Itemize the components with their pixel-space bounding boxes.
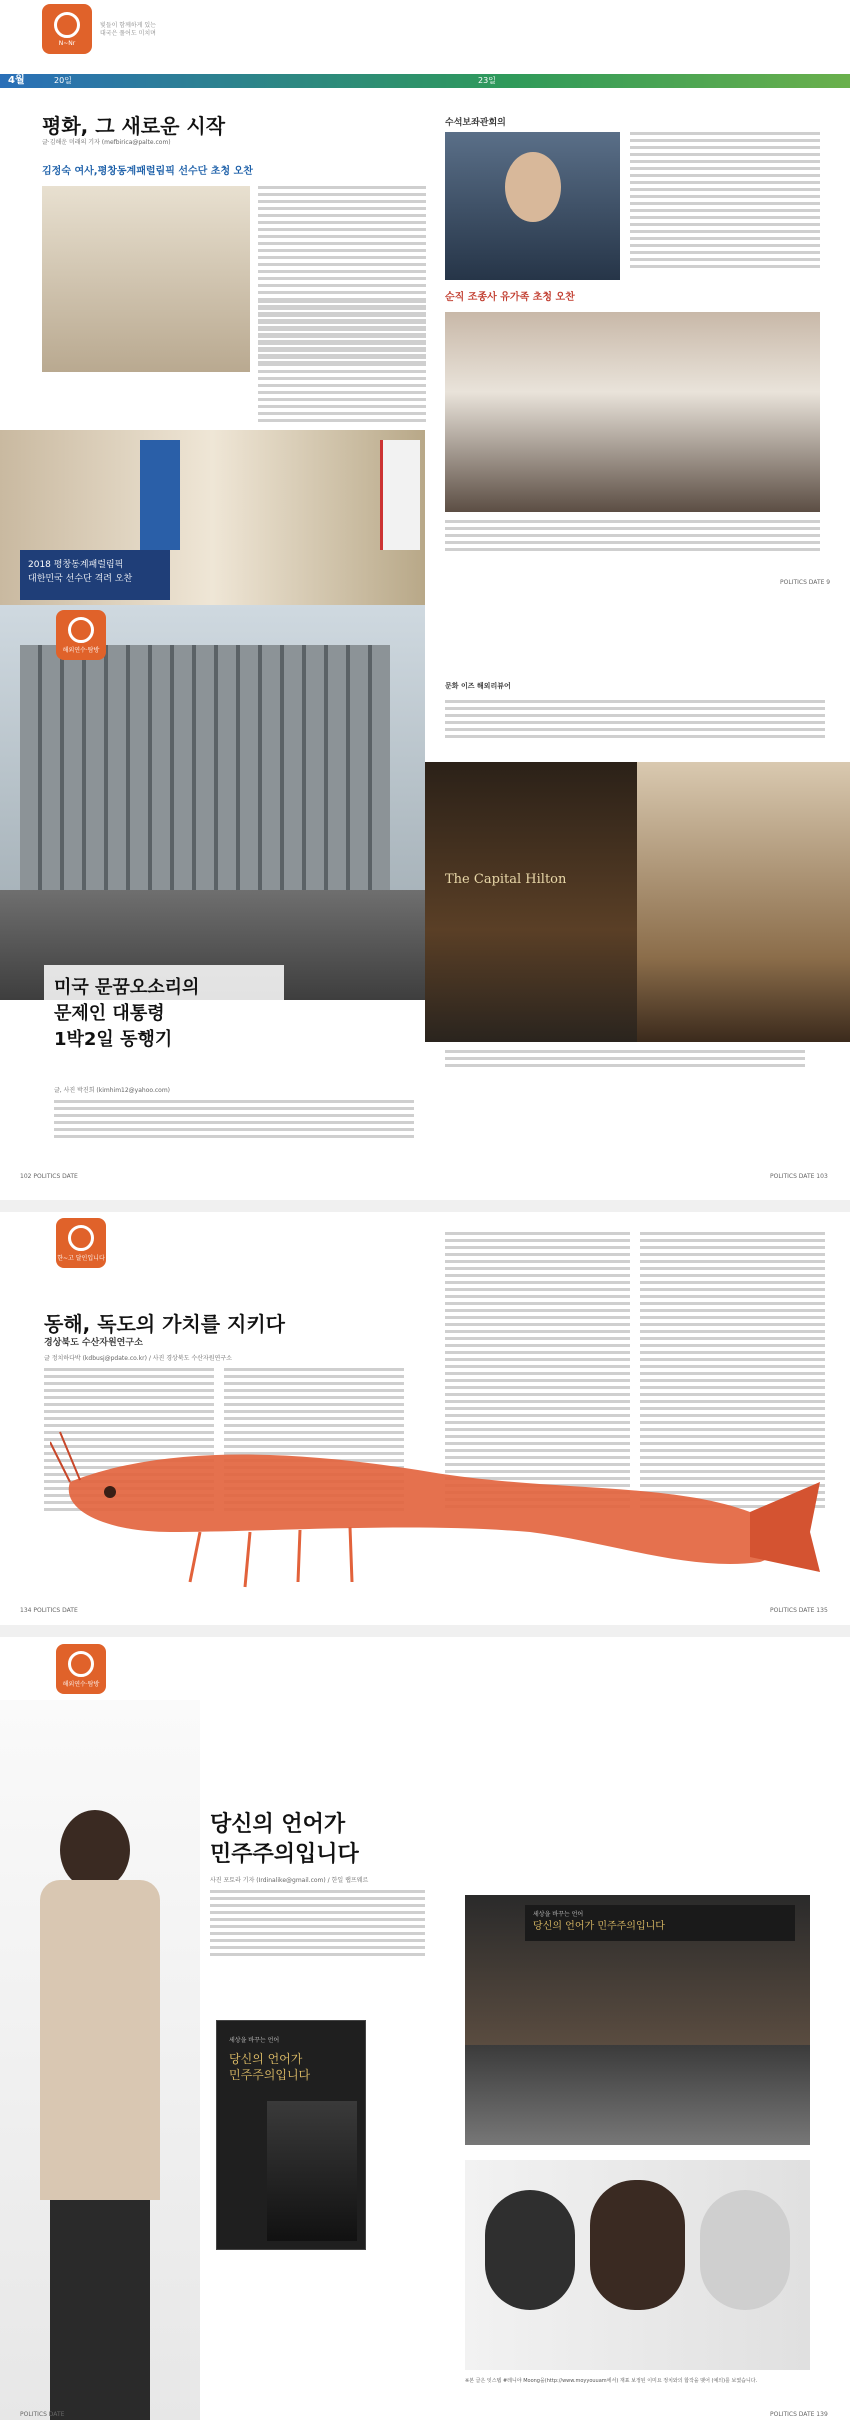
democracy-byline: 사진 포토라 기자 (Irdinalike@gmail.com) / 한일 랩프웨르	[210, 1877, 369, 1884]
month-label: 4월	[8, 75, 25, 86]
hotel-sign: The Capital Hilton	[445, 872, 567, 887]
section-tag-2: 해외연수·탐방	[56, 610, 106, 660]
logo-ring-icon-2	[68, 617, 94, 643]
byline: 글·김해운 미래의 기자 (mefbirica@palte.com)	[42, 139, 171, 146]
date-bar	[0, 74, 850, 88]
day-right: 23일	[478, 76, 496, 85]
book-tagline: 세상을 바꾸는 언어	[229, 2037, 280, 2044]
audience-photo	[465, 2045, 810, 2145]
speaker-jacket	[40, 1880, 160, 2200]
page-number-9: POLITICS DATE 9	[780, 579, 831, 586]
article-subtitle: 김정숙 여사,평창동계패럴림픽 선수단 초청 오찬	[42, 166, 253, 177]
logo-ring-icon-3	[68, 1225, 94, 1251]
person-3	[700, 2190, 790, 2310]
feature-byline: 글, 사진 박진희 (kimhim12@yahoo.com)	[54, 1087, 171, 1094]
feature-body	[54, 1100, 414, 1148]
feature-title: 미국 문꿈오소리의 문제인 대통령 1박2일 동행기	[54, 977, 200, 1050]
lecture-poster: 세상을 바꾸는 언어 당신의 언어가 민주주의입니다	[525, 1905, 795, 1941]
spread-democracy	[0, 1640, 850, 2429]
speaker-photo	[0, 1700, 200, 2420]
hotel-photo	[425, 762, 637, 1042]
right-section-title-2: 순직 조종사 유가족 초청 오찬	[445, 292, 575, 303]
slogan: 빛들이 함께하게 있는 대국은 풀어도 미치며	[100, 22, 156, 37]
section3-title: 문화 이즈 해외리뷰어	[445, 682, 511, 690]
luncheon-photo	[42, 186, 250, 372]
page-number-139: POLITICS DATE 139	[770, 2411, 828, 2418]
page-number-103: POLITICS DATE 103	[770, 1173, 828, 1180]
families-luncheon-photo	[445, 312, 820, 512]
section-tag-4: 해외연수·탐방	[56, 1644, 106, 1694]
logo-ring-icon-4	[68, 1651, 94, 1677]
first-lady-photo	[0, 430, 425, 605]
person-1	[485, 2190, 575, 2310]
person-2	[590, 2180, 685, 2310]
section-tag: N~Nr	[42, 4, 92, 54]
page-number-134: 134 POLITICS DATE	[20, 1607, 78, 1614]
spread-peace	[0, 0, 850, 1200]
face-shape	[505, 152, 561, 222]
dokdo-title: 동해, 독도의 가치를 지키다	[44, 1312, 286, 1336]
right-caption	[445, 520, 820, 560]
flag-left	[140, 440, 180, 550]
democracy-title: 당신의 언어가 민주주의입니다	[210, 1812, 359, 1867]
book-title: 당신의 언어가 민주주의입니다	[229, 2052, 311, 2082]
page-number-left-3: POLITICS DATE	[20, 2411, 65, 2418]
president-photo	[445, 132, 620, 280]
section3-intro	[445, 700, 825, 750]
group-portrait-photo	[465, 2160, 810, 2370]
section3-caption	[445, 1050, 805, 1076]
dokdo-subtitle: 경상북도 수산자원연구소	[44, 1338, 143, 1348]
building-facade	[20, 645, 390, 895]
event-banner: 2018 평창동계패럴림픽 대한민국 선수단 격려 오찬	[20, 550, 170, 600]
speaker-head	[60, 1810, 130, 1890]
flag-right	[380, 440, 420, 550]
washington-street-photo	[0, 605, 425, 1000]
right-body-1	[630, 132, 820, 280]
logo-ring-icon	[54, 12, 80, 38]
article-body-2	[258, 300, 426, 430]
lecture-photo	[465, 1895, 810, 2045]
spread-dokdo	[0, 1212, 850, 1622]
book-cover	[216, 2020, 366, 2250]
speaker-legs	[50, 2200, 150, 2420]
page-number-102: 102 POLITICS DATE	[20, 1173, 78, 1180]
photo-caption: ※본 글은 잇스텝 #레니야 Moong을(http://www.moyyouuam에서) 재표 보정된 이미요 정치와의 합작을 맺어 (예의)를 보였습니다.	[465, 2378, 758, 2384]
day-left: 20일	[54, 76, 72, 85]
page-title: 평화, 그 새로운 시작	[42, 114, 226, 138]
democracy-intro	[210, 1890, 425, 1970]
book-author-photo	[267, 2101, 357, 2241]
right-section-title-1: 수석보좌관회의	[445, 118, 506, 128]
shrimp-illustration	[50, 1422, 830, 1592]
spread-divider-1	[0, 1200, 850, 1212]
page-number-135: POLITICS DATE 135	[770, 1607, 828, 1614]
spread-divider-2	[0, 1625, 850, 1637]
dokdo-byline: 글 정치하다박 (kdbusj@pdate.co.kr) / 사진 경상북도 수산자원연구소	[44, 1355, 232, 1362]
section-tag-3: 한~고 달인입니다	[56, 1218, 106, 1268]
hotel-interior-photo	[637, 762, 850, 1042]
